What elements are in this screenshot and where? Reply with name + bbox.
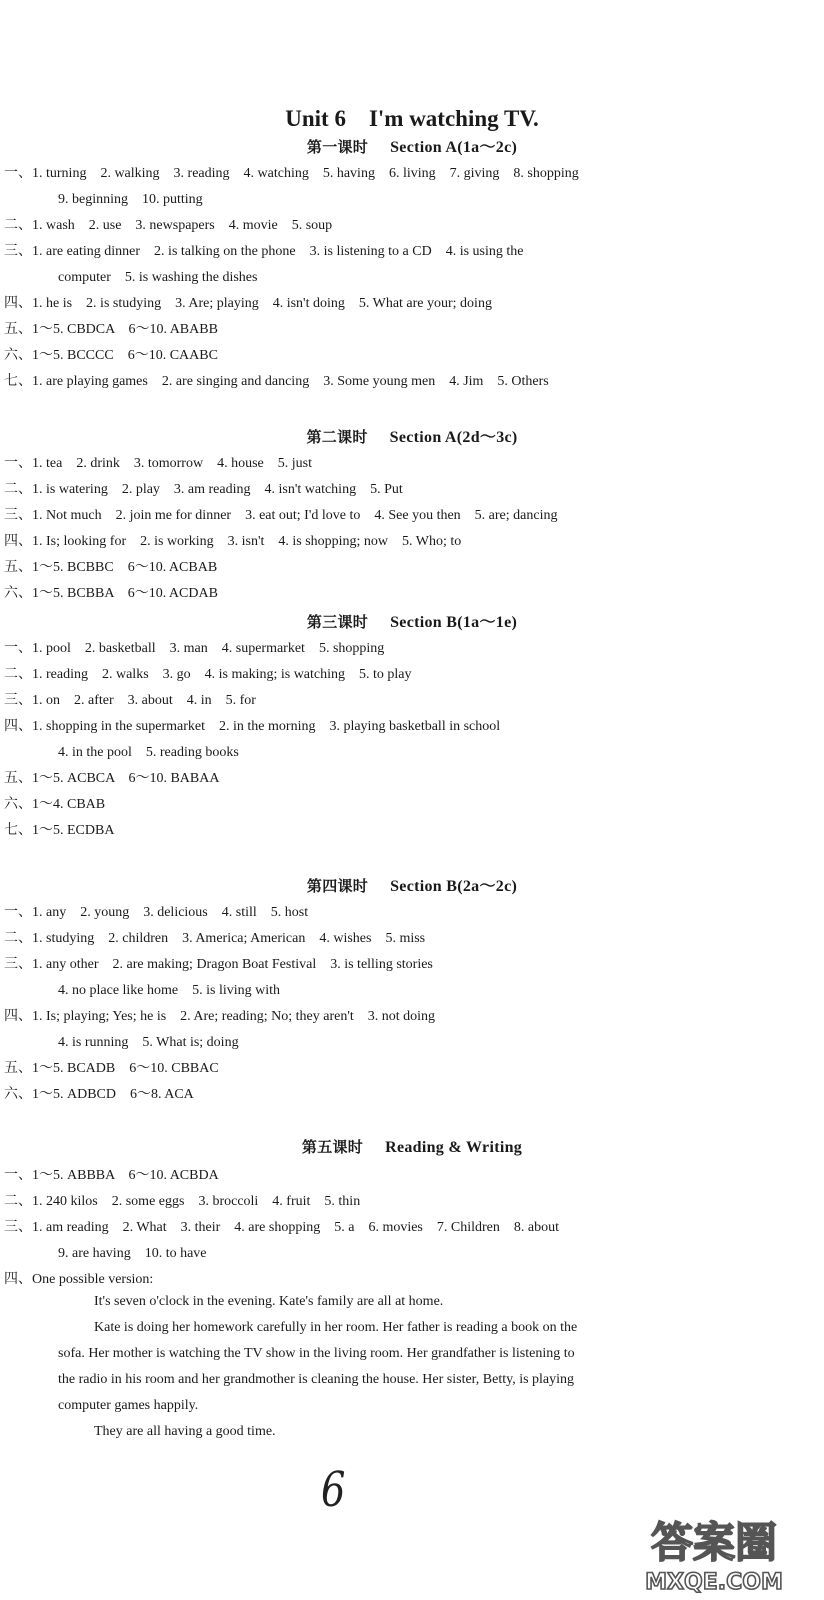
- answer-line: 三、1. are eating dinner 2. is talking on the phone 3. is listening to a CD 4. is using the: [4, 244, 524, 259]
- essay-line: computer games happily.: [58, 1398, 199, 1413]
- answer-line: 二、1. is watering 2. play 3. am reading 4. isn't watching 5. Put: [4, 482, 403, 497]
- answer-line: 三、1. am reading 2. What 3. their 4. are shopping 5. a 6. movies 7. Children 8. about: [4, 1220, 559, 1235]
- answer-line: 三、1. Not much 2. join me for dinner 3. eat out; I'd love to 4. See you then 5. are; dancing: [4, 508, 558, 523]
- essay-line: It's seven o'clock in the evening. Kate's family are all at home.: [94, 1294, 444, 1309]
- lesson-label: 第四课时: [306, 877, 369, 895]
- answer-line: 七、1. are playing games 2. are singing and dancing 3. Some young men 4. Jim 5. Others: [4, 374, 549, 389]
- answer-line: 四、1. Is; playing; Yes; he is 2. Are; reading; No; they aren't 3. not doing: [4, 1009, 436, 1024]
- lesson-label: 第二课时: [306, 428, 368, 446]
- lesson-label: 第五课时: [301, 1138, 364, 1156]
- essay-line: sofa. Her mother is watching the TV show in the living room. Her grandfather is listening to: [58, 1346, 575, 1361]
- lesson-label: 第三课时: [306, 613, 369, 631]
- unit-title: Unit 6 I'm watching TV.: [285, 106, 539, 131]
- answer-line: 四、One possible version:: [4, 1272, 154, 1287]
- answer-line: 一、1～5. ABBBA 6～10. ACBDA: [4, 1168, 219, 1183]
- answer-line: 9. beginning 10. putting: [58, 192, 203, 207]
- section-heading-2: [0, 424, 824, 447]
- answer-line: 六、1～5. ADBCD 6～8. ACA: [4, 1087, 194, 1102]
- section-heading-5: [0, 1136, 824, 1157]
- answer-line: 9. are having 10. to have: [58, 1246, 207, 1261]
- answer-line: 五、1～5. CBDCA 6～10. ABABB: [4, 322, 218, 337]
- watermark-logo: [614, 1505, 814, 1595]
- answer-line: 四、1. he is 2. is studying 3. Are; playing 4. isn't doing 5. What are your; doing: [4, 296, 492, 311]
- answer-line: 七、1～5. ECDBA: [4, 823, 115, 838]
- section-heading-4: [0, 873, 824, 896]
- essay-line: Kate is doing her homework carefully in her room. Her father is reading a book on the: [94, 1320, 578, 1335]
- answer-line: 六、1～5. BCBBA 6～10. ACDAB: [4, 586, 218, 601]
- section-heading-1: [0, 134, 824, 157]
- answer-line: 一、1. turning 2. walking 3. reading 4. watching 5. having 6. living 7. giving 8. shopping: [4, 166, 579, 181]
- answer-line: 一、1. any 2. young 3. delicious 4. still 5. host: [4, 905, 309, 920]
- answer-line: 二、1. 240 kilos 2. some eggs 3. broccoli 4. fruit 5. thin: [4, 1194, 361, 1209]
- lesson-label: 第一课时: [306, 138, 369, 156]
- answer-line: 六、1～5. BCCCC 6～10. CAABC: [4, 348, 218, 363]
- section-label: Section A(1a～2c): [390, 139, 518, 156]
- answer-line: 二、1. reading 2. walks 3. go 4. is making; is watching 5. to play: [4, 667, 412, 682]
- answer-line: 六、1～4. CBAB: [4, 797, 106, 812]
- answer-line: 五、1～5. BCBBC 6～10. ACBAB: [4, 560, 218, 575]
- watermark-url: MXQE.COM: [645, 1570, 783, 1595]
- section-label: Section A(2d～3c): [389, 429, 518, 446]
- answer-line: 一、1. pool 2. basketball 3. man 4. supermarket 5. shopping: [4, 641, 385, 656]
- answer-line: 五、1～5. BCADB 6～10. CBBAC: [4, 1061, 219, 1076]
- answer-line: 四、1. Is; looking for 2. is working 3. isn't 4. is shopping; now 5. Who; to: [4, 534, 462, 549]
- answer-line: 三、1. on 2. after 3. about 4. in 5. for: [4, 693, 256, 708]
- section-label: Section B(1a～1e): [390, 614, 518, 631]
- watermark-text: 答案圈: [650, 1518, 778, 1567]
- essay-line: They are all having a good time.: [94, 1424, 276, 1439]
- answer-line: 四、1. shopping in the supermarket 2. in the morning 3. playing basketball in school: [4, 719, 501, 734]
- answer-line: 4. in the pool 5. reading books: [58, 745, 239, 760]
- answer-line: 二、1. wash 2. use 3. newspapers 4. movie 5. soup: [4, 218, 333, 233]
- answer-line: computer 5. is washing the dishes: [58, 270, 258, 285]
- answer-line: 五、1～5. ACBCA 6～10. BABAA: [4, 771, 220, 786]
- answer-line: 二、1. studying 2. children 3. America; American 4. wishes 5. miss: [4, 931, 426, 946]
- section-label: Section B(2a～2c): [390, 878, 518, 895]
- answer-line: 4. no place like home 5. is living with: [58, 983, 281, 998]
- answer-line: 4. is running 5. What is; doing: [58, 1035, 239, 1050]
- page-number: 6: [321, 1462, 346, 1518]
- answer-line: 一、1. tea 2. drink 3. tomorrow 4. house 5. just: [4, 456, 312, 471]
- essay-line: the radio in his room and her grandmother is cleaning the house. Her sister, Betty, is playing: [58, 1372, 575, 1387]
- answer-line: 三、1. any other 2. are making; Dragon Boat Festival 3. is telling stories: [4, 957, 433, 972]
- section-heading-3: [0, 609, 824, 632]
- section-label: Reading & Writing: [385, 1139, 523, 1156]
